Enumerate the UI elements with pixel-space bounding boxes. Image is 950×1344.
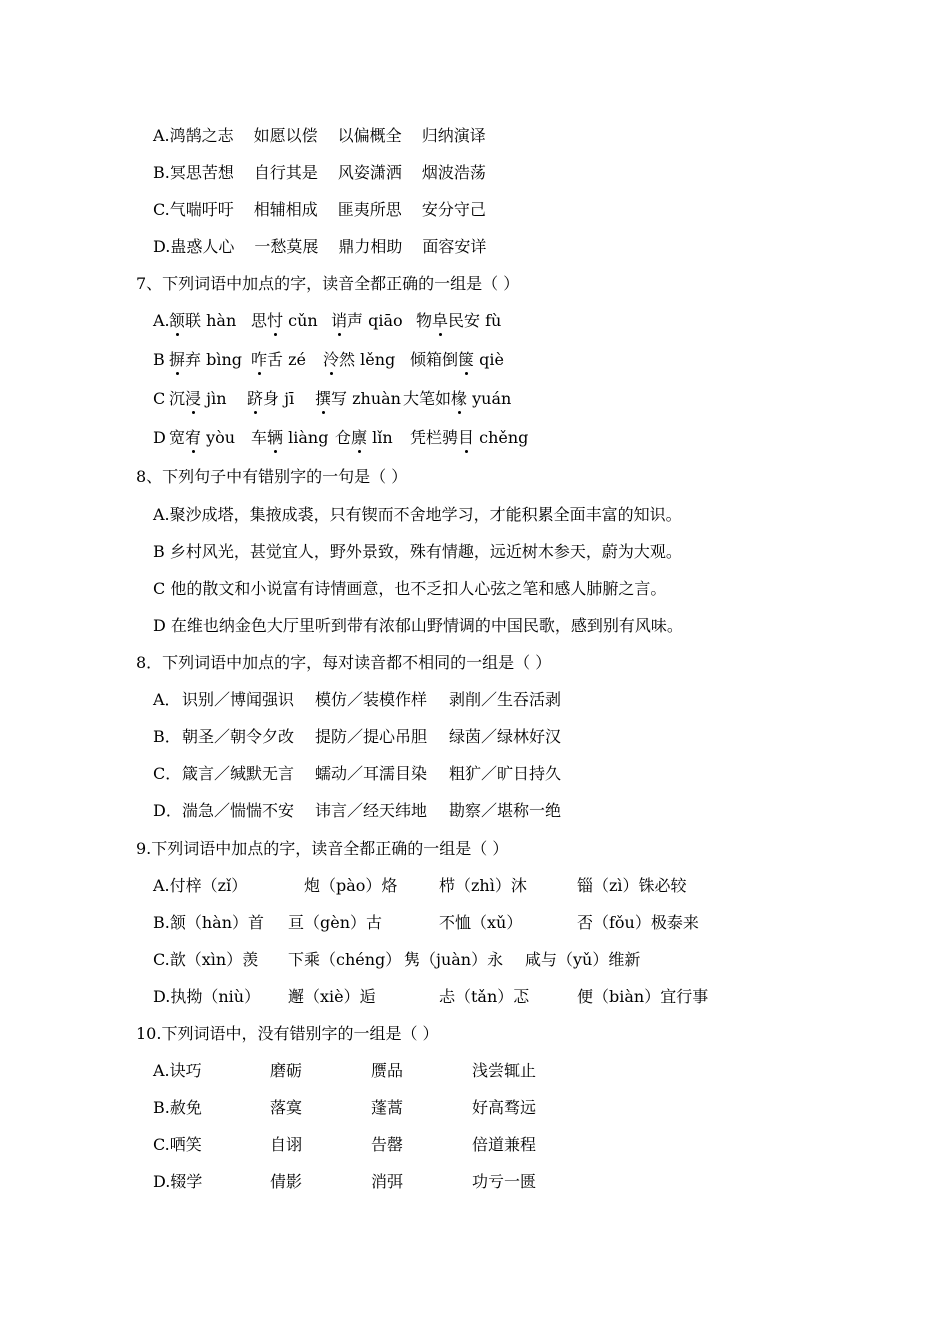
- q6-option-c: [153, 198, 486, 222]
- option-word: 剥削／生吞活剥: [449, 690, 562, 709]
- option-word: 绿茵／绿林好汉: [449, 727, 562, 746]
- option-label: B．: [153, 727, 181, 746]
- option-word: 邂（xiè）逅: [288, 987, 376, 1006]
- option-word: D.执拗（niù）: [153, 987, 261, 1006]
- dotted-char: 诮: [331, 309, 347, 333]
- option-word: 以偏概全: [337, 126, 402, 145]
- question-9-title: 9.下列词语中加点的字，读音全都正确的一组是（ ）: [136, 839, 509, 858]
- option-word: 倩影: [270, 1172, 303, 1191]
- option-word: D.辍学: [153, 1172, 203, 1191]
- option-word: A.付梓（zǐ）: [153, 876, 248, 895]
- option-word: 栉（zhì）沐: [439, 876, 527, 895]
- option-word: C.哂笑: [153, 1135, 202, 1154]
- dotted-char: 颔: [169, 309, 185, 333]
- pinyin-item: 咋舌 zé: [251, 348, 306, 372]
- option-word: 下乘（chéng）: [288, 950, 402, 969]
- option-label: C: [153, 389, 166, 408]
- option-word: 冥思苦想: [169, 163, 234, 182]
- option-word: 好高骛远: [472, 1098, 537, 1117]
- pinyin-item: 沉浸 jìn: [169, 387, 227, 411]
- option-word: 便（biàn）宜行事: [577, 987, 709, 1006]
- option-word: 否（fǒu）极泰来: [577, 913, 699, 932]
- option-label: B.: [153, 163, 170, 182]
- option-label: C．: [153, 764, 182, 783]
- option-word: 消弭: [371, 1172, 404, 1191]
- pinyin-item: 物阜民安 fù: [416, 309, 501, 333]
- dotted-char: 泠: [323, 348, 339, 372]
- option-word: 匪夷所思: [337, 200, 402, 219]
- dotted-char: 椽: [451, 387, 467, 411]
- dotted-char: 箧: [458, 348, 474, 372]
- option-word: 一愁莫展: [254, 237, 319, 256]
- option-word: 忐（tǎn）忑: [439, 987, 530, 1006]
- option-word: 朝圣／朝令夕改: [182, 727, 295, 746]
- option-word: 鼎力相助: [338, 237, 403, 256]
- option-word: 归纳演译: [421, 126, 486, 145]
- option-word: 讳言／经天纬地: [315, 801, 428, 820]
- option-label: D．: [153, 801, 182, 820]
- pinyin-item: 宽宥 yòu: [169, 426, 235, 450]
- pinyin-item: 倾箱倒箧 qiè: [410, 348, 504, 372]
- dotted-char: 撰: [315, 387, 331, 411]
- option-word: 识别／博闻强识: [182, 690, 295, 709]
- pinyin-item: 诮声 qiāo: [331, 309, 403, 333]
- option-word: 落寞: [270, 1098, 303, 1117]
- pinyin-item: 泠然 lěng: [323, 348, 395, 372]
- option-label: C.: [153, 200, 170, 219]
- option-word: 风姿潇洒: [337, 163, 402, 182]
- q8-option-a: A.聚沙成塔，集掖成裘，只有锲而不舍地学习，才能积累全面丰富的知识。: [153, 505, 682, 524]
- option-word: B.颔（hàn）首: [153, 913, 264, 932]
- option-word: 隽（juàn）永: [404, 950, 504, 969]
- option-word: A.诀巧: [153, 1061, 202, 1080]
- pinyin-item: 摒弃 bìng: [169, 348, 242, 372]
- dotted-char: 宥: [185, 426, 201, 450]
- dotted-char: 阜: [432, 309, 448, 333]
- pinyin-item: 车辆 liàng: [251, 426, 328, 450]
- option-word: 磨砺: [270, 1061, 303, 1080]
- q6-option-b: [153, 161, 486, 185]
- option-word: 勘察／堪称一绝: [449, 801, 562, 820]
- pinyin-item: 大笔如椽 yuán: [403, 387, 511, 411]
- option-word: B.赦免: [153, 1098, 202, 1117]
- option-word: 不恤（xǔ）: [439, 913, 523, 932]
- dotted-char: 目: [458, 426, 474, 450]
- option-label: D: [153, 428, 166, 447]
- option-word: 蛊惑人心: [170, 237, 235, 256]
- q6-option-d: [153, 235, 486, 259]
- option-label: A.: [153, 311, 170, 330]
- option-word: 模仿／装模作样: [315, 690, 428, 709]
- option-word: 蠕动／耳濡目染: [315, 764, 428, 783]
- dotted-char: 跻: [247, 387, 263, 411]
- option-word: 粗犷／旷日持久: [449, 764, 562, 783]
- question-7-title: 7、下列词语中加点的字，读音全都正确的一组是（ ）: [136, 274, 520, 293]
- q6-option-a: [153, 124, 486, 148]
- pinyin-item: 仓廪 lǐn: [335, 426, 393, 450]
- pinyin-item: 撰写 zhuàn: [315, 387, 401, 411]
- pinyin-item: 跻身 jī: [247, 387, 294, 411]
- question-8b-title: 8．下列词语中加点的字，每对读音都不相同的一组是（ ）: [136, 653, 552, 672]
- option-word: 面容安详: [422, 237, 487, 256]
- option-word: 安分守己: [421, 200, 486, 219]
- option-word: 烟波浩荡: [421, 163, 486, 182]
- dotted-char: 廪: [351, 426, 367, 450]
- dotted-char: 摒: [169, 348, 185, 372]
- pinyin-item: 思忖 cǔn: [251, 309, 318, 333]
- dotted-char: 咋: [251, 348, 267, 372]
- option-word: 自诩: [270, 1135, 303, 1154]
- option-label: A．: [153, 690, 181, 709]
- q8-option-d: D 在维也纳金色大厅里听到带有浓郁山野情调的中国民歌，感到别有风味。: [153, 616, 683, 635]
- option-word: 倍道兼程: [472, 1135, 537, 1154]
- option-label: A.: [153, 126, 170, 145]
- option-word: 湍急／惴惴不安: [182, 801, 295, 820]
- dotted-char: 浸: [185, 387, 201, 411]
- option-word: 浅尝辄止: [472, 1061, 537, 1080]
- pinyin-item: 凭栏骋目 chěng: [410, 426, 528, 450]
- option-word: 自行其是: [253, 163, 318, 182]
- option-word: 相辅相成: [253, 200, 318, 219]
- option-label: B: [153, 350, 165, 369]
- option-word: 炮（pào）烙: [304, 876, 398, 895]
- q8-option-b: B 乡村风光，甚觉宜人，野外景致，殊有情趣，远近树木参天，蔚为大观。: [153, 542, 682, 561]
- option-word: 赝品: [371, 1061, 404, 1080]
- option-word: 提防／提心吊胆: [315, 727, 428, 746]
- option-word: 告罄: [371, 1135, 404, 1154]
- pinyin-item: 颔联 hàn: [169, 309, 236, 333]
- option-word: 咸与（yǔ）维新: [525, 950, 641, 969]
- question-8-title: 8、下列句子中有错别字的一句是（ ）: [136, 467, 408, 486]
- option-word: 如愿以偿: [253, 126, 318, 145]
- option-word: 气喘吁吁: [169, 200, 234, 219]
- option-word: 功亏一匮: [472, 1172, 537, 1191]
- option-word: 锱（zì）铢必较: [577, 876, 687, 895]
- option-label: D.: [153, 237, 171, 256]
- option-word: 箴言／缄默无言: [182, 764, 295, 783]
- q8-option-c: C 他的散文和小说富有诗情画意，也不乏扣人心弦之笔和感人肺腑之言。: [153, 579, 667, 598]
- dotted-char: 辆: [267, 426, 283, 450]
- option-word: 亘（gèn）古: [288, 913, 383, 932]
- option-word: C.歆（xìn）羡: [153, 950, 259, 969]
- dotted-char: 忖: [267, 309, 283, 333]
- question-10-title: 10.下列词语中，没有错别字的一组是（ ）: [136, 1024, 439, 1043]
- option-word: 蓬蒿: [371, 1098, 404, 1117]
- option-word: 鸿鹄之志: [169, 126, 234, 145]
